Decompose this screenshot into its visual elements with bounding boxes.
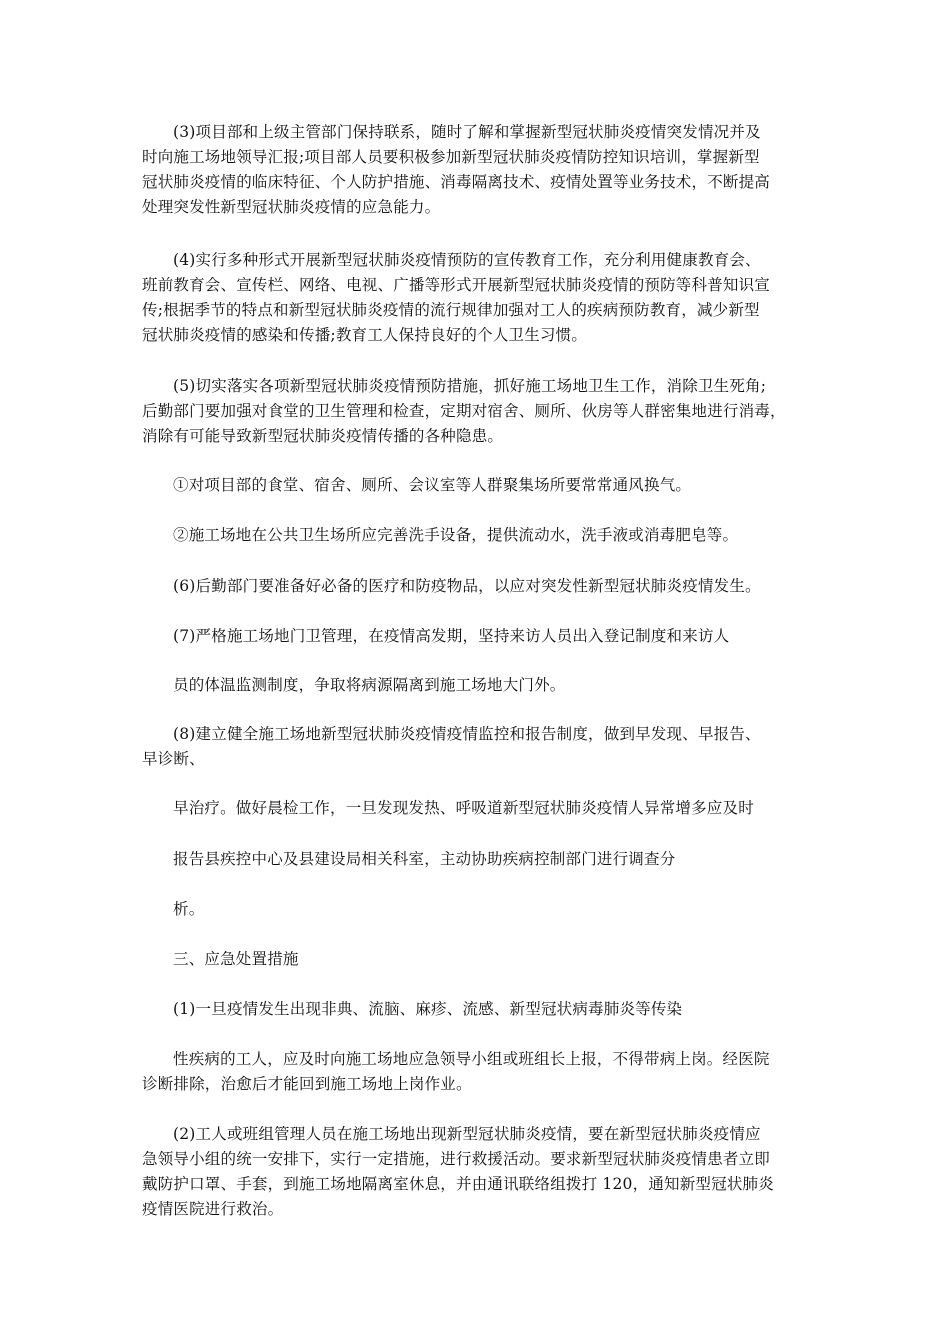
text-line: 冠状肺炎疫情的感染和传播;教育工人保持良好的个人卫生习惯。 — [142, 326, 588, 344]
text-line: 早治疗。做好晨检工作，一旦发现发热、呼吸道新型冠状肺炎疫情人异常增多应及时 — [173, 799, 754, 817]
text-line: 消除有可能导致新型冠状肺炎疫情传播的各种隐患。 — [142, 427, 504, 445]
text-line: 时向施工场地领导汇报;项目部人员要积极参加新型冠状肺炎疫情防控知识培训，掌握新型 — [142, 148, 760, 166]
text-line: (6)后勤部门要准备好必备的医疗和防疫物品，以应对突发性新型冠状肺炎疫情发生。 — [173, 577, 761, 595]
text-line: ①对项目部的食堂、宿舍、厕所、会议室等人群聚集场所要常常通风换气。 — [173, 476, 692, 494]
text-line: (2)工人或班组管理人员在施工场地出现新型冠状肺炎疫情，要在新型冠状肺炎疫情应 — [173, 1125, 761, 1143]
paragraph-item-8 — [142, 722, 814, 772]
text-line: 员的体温监测制度，争取将病源隔离到施工场地大门外。 — [173, 676, 566, 694]
text-line: 班前教育会、宣传栏、网络、电视、广播等形式开展新型冠状肺炎疫情的预防等科普知识宣 — [142, 276, 771, 294]
emergency-item-2 — [142, 1122, 814, 1222]
text-line: (7)严格施工场地门卫管理，在疫情高发期，坚持来访人员出入登记制度和来访人 — [173, 627, 730, 645]
text-line: ②施工场地在公共卫生场所应完善洗手设备，提供流动水，洗手液或消毒肥皂等。 — [173, 526, 739, 544]
text-line: 诊断排除，治愈后才能回到施工场地上岗作业。 — [142, 1075, 472, 1093]
text-line: 戴防护口罩、手套，到施工场地隔离室休息，并由通讯联络组拨打 120，通知新型冠状肺炎 — [142, 1175, 774, 1193]
text-line: 早诊断、 — [142, 750, 205, 768]
section-heading — [142, 947, 814, 972]
text-line: 后勤部门要加强对食堂的卫生管理和检查，定期对宿舍、厕所、伙房等人群密集地进行消毒， — [142, 402, 786, 420]
paragraph-item-8-continued — [142, 897, 814, 922]
paragraph-item-6 — [142, 574, 814, 599]
text-line: 冠状肺炎疫情的临床特征、个人防护措施、消毒隔离技术、疫情处置等业务技术，不断提高 — [142, 173, 771, 191]
heading-text: 三、应急处置措施 — [173, 950, 299, 968]
paragraph-item-4 — [142, 248, 814, 348]
text-line: 疫情医院进行救治。 — [142, 1200, 284, 1218]
text-line: 处理突发性新型冠状肺炎疫情的应急能力。 — [142, 198, 441, 216]
text-line: 性疾病的工人，应及时向施工场地应急领导小组或班组长上报，不得带病上岗。经医院 — [173, 1050, 770, 1068]
paragraph-item-5 — [142, 374, 814, 449]
paragraph-item-8-continued — [142, 847, 814, 872]
text-line: 报告县疾控中心及县建设局相关科室，主动协助疾病控制部门进行调查分 — [173, 850, 676, 868]
paragraph-item-3 — [142, 120, 814, 220]
emergency-item-1-continued — [142, 1047, 814, 1097]
text-line: 急领导小组的统一安排下，实行一定措施，进行救援活动。要求新型冠状肺炎疫情患者立即 — [142, 1150, 771, 1168]
text-line: (1)一旦疫情发生出现非典、流脑、麻疹、流感、新型冠状病毒肺炎等传染 — [173, 1000, 683, 1018]
emergency-item-1 — [142, 997, 814, 1022]
paragraph-sub-item-1 — [142, 473, 814, 498]
paragraph-item-7-continued — [142, 673, 814, 698]
text-line: (5)切实落实各项新型冠状肺炎疫情预防措施，抓好施工场地卫生工作，消除卫生死角; — [173, 377, 767, 395]
paragraph-sub-item-2 — [142, 523, 814, 548]
text-line: 传;根据季节的特点和新型冠状肺炎疫情的流行规律加强对工人的疾病预防教育，减少新型 — [142, 301, 760, 319]
text-line: (4)实行多种形式开展新型冠状肺炎疫情预防的宣传教育工作，充分利用健康教育会、 — [173, 251, 761, 269]
text-line: (3)项目部和上级主管部门保持联系，随时了解和掌握新型冠状肺炎疫情突发情况并及 — [173, 123, 761, 141]
paragraph-item-8-continued — [142, 796, 814, 821]
text-line: (8)建立健全施工场地新型冠状肺炎疫情疫情监控和报告制度，做到早发现、早报告、 — [173, 725, 761, 743]
paragraph-item-7 — [142, 624, 814, 649]
text-line: 析。 — [173, 900, 205, 918]
